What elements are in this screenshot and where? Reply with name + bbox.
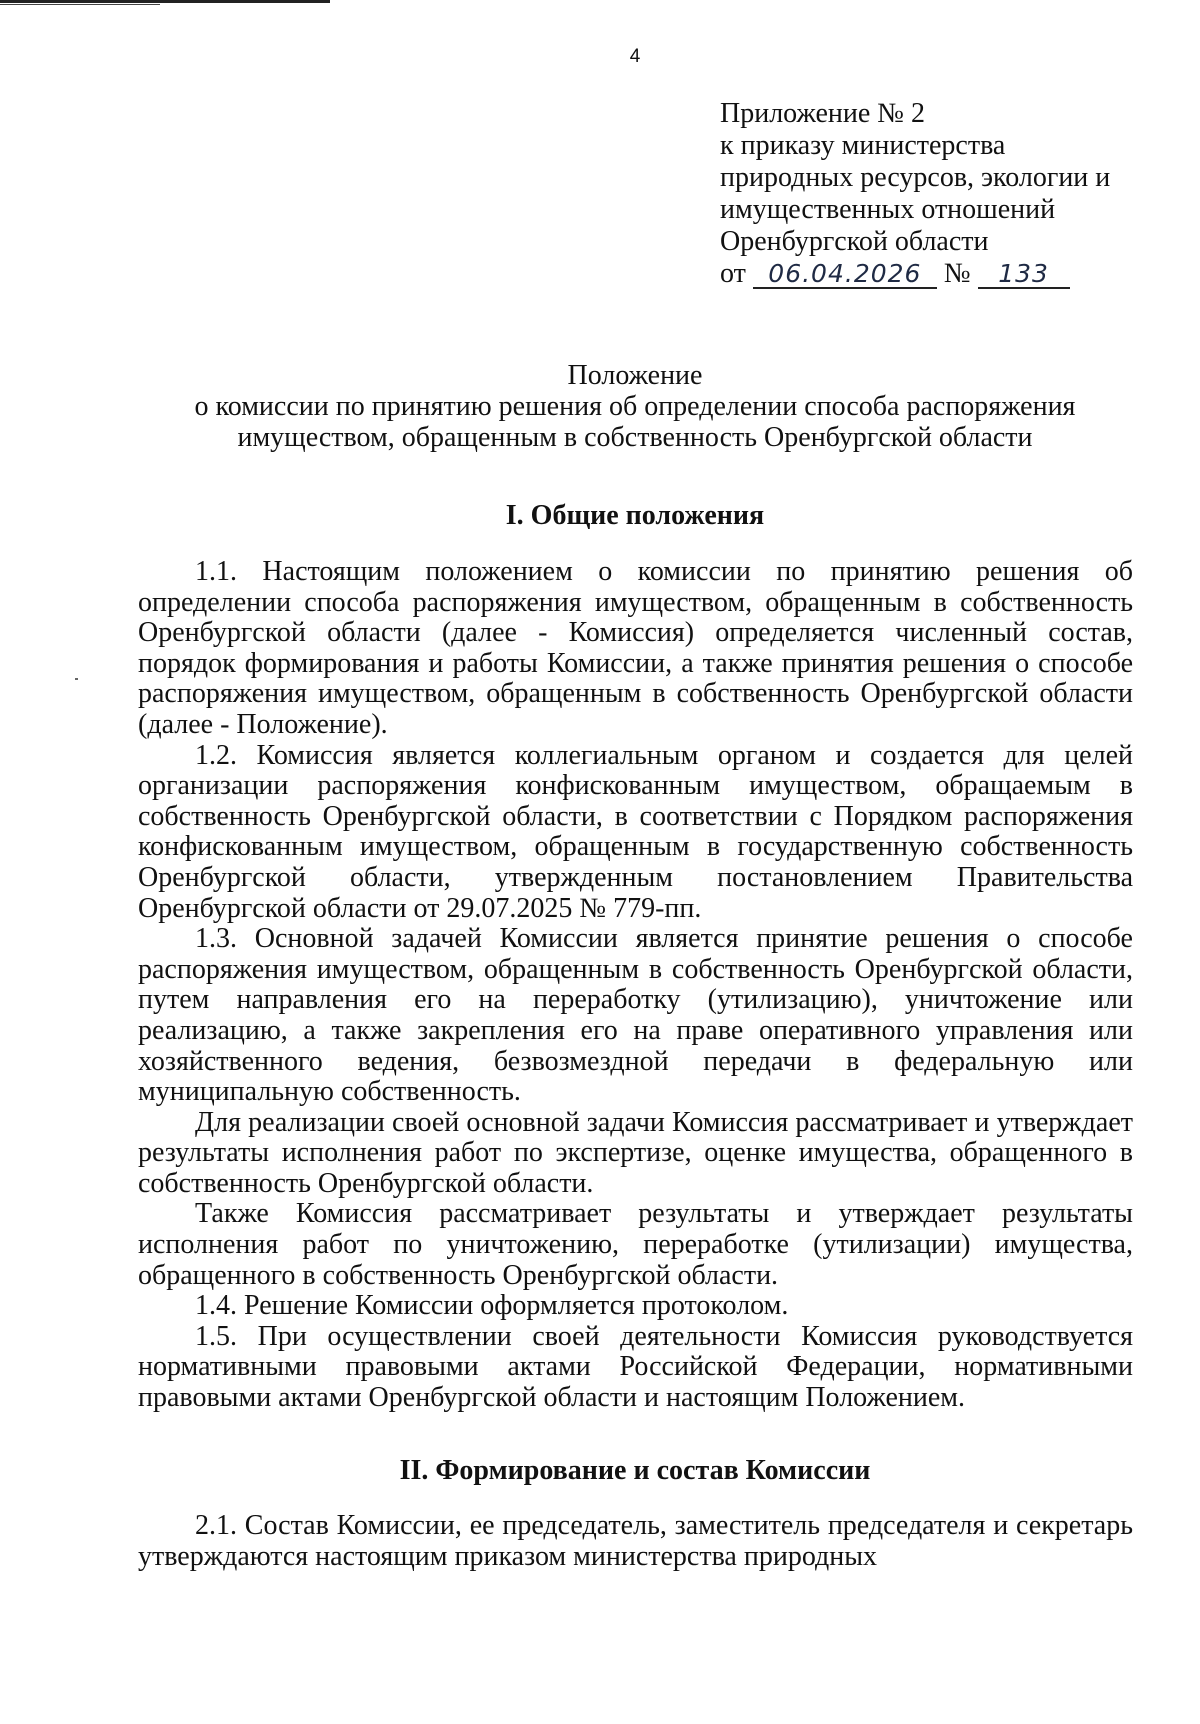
title-line: о комиссии по принятию решения об определении способа распоряжения [194,391,1076,422]
page-number: 4 [629,46,641,67]
appendix-block [720,98,1110,290]
appendix-line: природных ресурсов, экологии и [720,162,1111,193]
paragraph: 1.4. Решение Комиссии оформляется протоколом. [195,1290,789,1322]
section-heading-2: II. Формирование и состав Комиссии [399,1455,871,1486]
paragraph: 1.1. Настоящим положением о комиссии по принятию решения об определении способа распоряжения имуществом, обращенным в собственность Оренбургской области (далее - Комиссия) определяется численный состав, порядок формирования и работы Комиссии, а также принятия решения о способе распоряжения имуществом, обращенным в собственность Оренбургской области (далее - Положение). [138,556,1133,740]
paragraph: 1.5. При осуществлении своей деятельности Комиссия руководствуется нормативными правовыми актами Российской Федерации, нормативными правовыми актами Оренбургской области и настоящим Положением. [138,1320,1133,1414]
section-2-body [138,1511,1133,1572]
appendix-line: Оренбургской области [720,226,989,257]
handwritten-date: 06.04.2026 [753,261,937,289]
handwritten-number: 133 [978,261,1070,289]
paragraph: 1.3. Основной задачей Комиссии является принятие решения о способе распоряжения имуществом, обращенным в собственность Оренбургской области, путем направления его на переработку (утилизацию), уничтожение или реализацию, а также закрепления его на праве оперативного управления или хозяйственного ведения, безвозмездной передачи в федеральную или муниципальную собственность. [138,923,1133,1108]
date-prefix: от [720,258,746,289]
scan-edge-line-secondary [0,4,160,5]
scan-speck [75,678,78,680]
number-prefix: № [943,258,971,289]
section-heading-1: I. Общие положения [505,500,765,531]
paragraph: Также Комиссия рассматривает результаты и утверждает результаты исполнения работ по уничтожению, переработке (утилизации) имущества, обращенного в собственность Оренбургской области. [138,1198,1133,1291]
document-title [140,360,1130,453]
title-line: Положение [567,360,703,391]
appendix-line: Приложение № 2 [720,98,925,129]
title-line: имуществом, обращенным в собственность Оренбургской области [237,422,1033,453]
appendix-line: к приказу министерства [720,130,1006,161]
paragraph: 2.1. Состав Комиссии, ее председатель, заместитель председателя и секретарь утверждаются настоящим приказом министерства природных [138,1510,1133,1572]
appendix-date-line [720,258,1110,290]
appendix-line: имущественных отношений [720,194,1056,225]
paragraph: Для реализации своей основной задачи Комиссия рассматривает и утверждает результаты исполнения работ по экспертизе, оценке имущества, обращенного в собственность Оренбургской области. [138,1106,1133,1199]
scan-edge-line [0,0,330,3]
paragraph: 1.2. Комиссия является коллегиальным органом и создается для целей организации распоряжения конфискованным имуществом, обращаемым в собственность Оренбургской области, в соответствии с Порядком распоряжения конфискованным имуществом, обращенным в государственную собственность Оренбургской области, утвержденным постановлением Правительства Оренбургской области от 29.07.2025 № 779-пп. [138,739,1133,924]
section-1-body [138,557,1133,1414]
